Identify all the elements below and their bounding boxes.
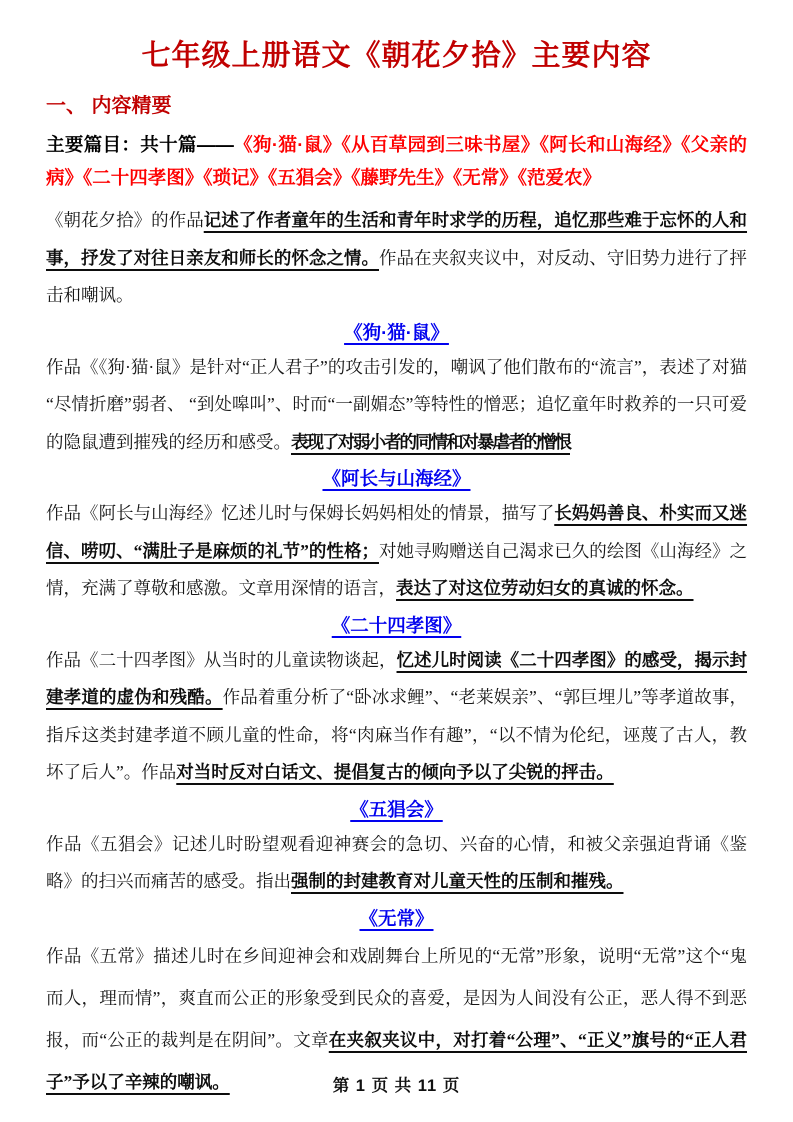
text-run: 长妈妈善良、朴实而又迷信、唠叨、“满肚子是麻烦的礼节”的性格； [46, 503, 748, 561]
paragraph-twentyfour-filial [46, 642, 747, 792]
text-run: 忆述儿时阅读《二十四孝图》的感受，揭示封建孝道的虚伪和残酷。 [46, 649, 748, 707]
text-run: 表现了对弱小者的同情和对暴虐者的憎恨 [291, 431, 570, 452]
paragraph-intro [46, 202, 747, 315]
text-run: 作品《二十四孝图》从当时的儿童读物谈起， [46, 649, 397, 670]
text-run: 《狗·猫·鼠》《从百草园到三味书屋》《阿长和山海经》《父亲的病》《二十四孝图》《琐记》《五猖会》《藤野先生》《无常》《范爱农》 [46, 134, 747, 188]
text-run: 记述了作者童年的生活和青年时求学的历程，追忆那些难于忘怀的人和事，抒发了对往日亲友和师长的怀念之情。 [46, 210, 748, 268]
text-run: 作品《五猖会》记述儿时盼望观看迎神赛会的急切、兴奋的心情，和被父亲强迫背诵《鉴略》的扫兴而痛苦的感受。指出 [46, 833, 747, 891]
chapter-heading-dog-cat-mouse [46, 318, 747, 347]
paragraph-achang-shanhaijing [46, 495, 747, 608]
text-run: 作品着重分析了“卧冰求鲤”、“老莱娱亲”、“郭巨埋儿”等孝道故事，指斥这类封建孝道不顾儿童的性命，将“肉麻当作有趣”，“以不情为伦纪，诬蔑了古人，教坏了后人”。作品 [46, 687, 747, 782]
text-run: 对当时反对白话文、提倡复古的倾向予以了尖锐的抨击。 [176, 762, 614, 782]
chapter-heading-label: 《无常》 [359, 907, 434, 929]
paragraph-dog-cat-mouse [46, 349, 747, 462]
chapter-heading-label: 《二十四孝图》 [331, 614, 462, 636]
page-footer: 第 1 页 共 11 页 [332, 1077, 461, 1095]
chapter-heading-twentyfour-filial [46, 611, 747, 640]
text-run: 作品《五常》描述儿时在乡间迎神会和戏剧舞台上所见的“无常”形象，说明“无常”这个“鬼而人，理而情”，爽直而公正的形象受到民众的喜爱，是因为人间没有公正，恶人得不到恶报，而“公正的裁判是在阴间”。文章 [46, 945, 747, 1050]
text-run: 对她寻购赠送自己渴求已久的绘图《山海经》之情，充满了尊敬和感激。文章用深情的语言， [46, 540, 748, 598]
text-run: 在夹叙夹议中，对打着“公理”、“正义”旗号的“正人君子”予以了辛辣的嘲讽。 [46, 1029, 747, 1092]
page-title: 七年级上册语文《朝花夕拾》主要内容 [141, 40, 652, 72]
chapter-heading-wuchang-ghost [46, 904, 747, 933]
chapter-heading-label: 《狗·猫·鼠》 [344, 321, 449, 343]
chapter-heading-achang-shanhaijing [46, 464, 747, 493]
section-heading: 一、 内容精要 [46, 95, 172, 117]
text-run: 作品《《狗·猫·鼠》是针对“正人君子”的攻击引发的，嘲讽了他们散布的“流言”，表述了对猫“尽情折磨”弱者、 “到处嗥叫”、时而“一副媚态”等特性的憎恶；追忆童年时救养的一只可爱的隐鼠遭到摧残的经历和感受。 [46, 356, 747, 452]
text-run: 作品《阿长与山海经》忆述儿时与保姆长妈妈相处的情景，描写了 [46, 503, 555, 523]
text-run: 强制的封建教育对儿童天性的压制和摧残。 [291, 871, 624, 891]
chapter-heading-label: 《阿长与山海经》 [322, 468, 471, 489]
main-works-list [46, 128, 747, 194]
paragraph-wuchang-fair [46, 826, 747, 901]
text-run: 表达了对这位劳动妇女的真诚的怀念。 [396, 578, 694, 598]
text-run: 作品在夹叙夹议中，对反动、守旧势力进行了抨击和嘲讽。 [46, 247, 748, 305]
text-run: 《朝花夕拾》的作品 [46, 210, 204, 230]
chapter-heading-wuchang-fair [46, 795, 747, 824]
text-run: 主要篇目：共十篇—— [46, 134, 234, 155]
chapter-heading-label: 《五猖会》 [350, 798, 443, 820]
